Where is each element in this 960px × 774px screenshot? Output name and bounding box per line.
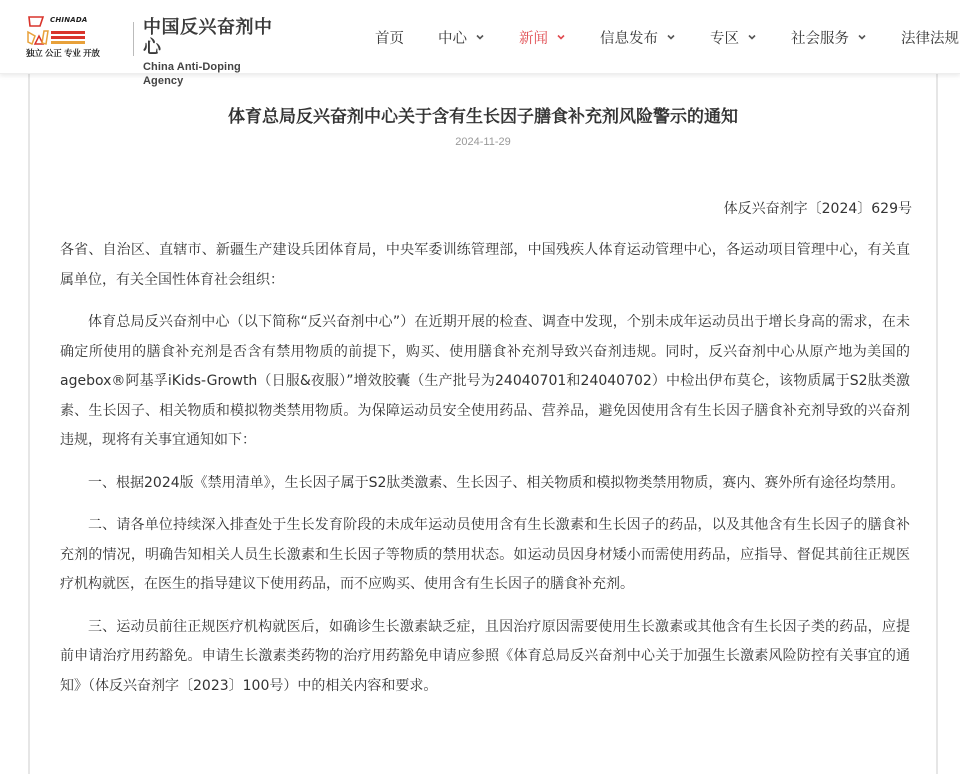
chevron-down-icon [666, 32, 676, 42]
chinada-emblem [26, 14, 100, 60]
nav-label: 专区 [710, 30, 739, 47]
logo-motto: 独立 公正 专业 开放 [26, 49, 100, 59]
nav-label: 新闻 [519, 30, 548, 47]
article-addressee: 各省、自治区、直辖市、新疆生产建设兵团体育局，中央军委训练管理部，中国残疾人体育运动管理中心，各运动项目管理中心，有关直属单位，有关全国性体育社会组织： [60, 242, 910, 288]
chevron-down-icon [556, 32, 566, 42]
logo-divider [133, 22, 134, 56]
nav-item-social-services[interactable] [791, 27, 867, 48]
site-logo[interactable] [26, 14, 276, 87]
article-paragraph: 二、请各单位持续深入排查处于生长发育阶段的未成年运动员使用含有生长激素和生长因子的药品，以及其他含有生长因子的膳食补充剂的情况，明确告知相关人员生长激素和生长因子等物质的禁用状态。如运动员因身材矮小而需使用药品，应指导、督促其前往正规医疗机构就医，在医生的指导建议下使用药品，而不应购买、使用含有生长因子的膳食补充剂。 [60, 517, 910, 592]
nav-item-home[interactable] [375, 27, 404, 48]
article-date: 2024-11-29 [455, 136, 511, 148]
nav-item-info-release[interactable] [600, 27, 676, 48]
nav-label: 社会服务 [791, 30, 849, 47]
emblem-text: CHINADA [50, 16, 88, 24]
nav-label: 中心 [438, 30, 467, 47]
nav-item-laws[interactable] [901, 27, 959, 48]
site-header [0, 0, 960, 87]
article-paragraph: 一、根据2024版《禁用清单》，生长因子属于S2肽类激素、生长因子、相关物质和模拟物类禁用物质，赛内、赛外所有途径均禁用。 [88, 474, 905, 491]
nav-item-center[interactable] [438, 27, 485, 48]
article-paragraph: 体育总局反兴奋剂中心（以下简称“反兴奋剂中心”）在近期开展的检查、调查中发现，个别未成年运动员出于增长身高的需求，在未确定所使用的膳食补充剂是否含有禁用物质的前提下，购买、使用膳食补充剂导致兴奋剂违规。同时，反兴奋剂中心从原产地为美国的agebox®阿基孚iKids-Growth（日服&夜服）”增效胶囊（生产批号为24040701和24040702）中检出伊布莫仑，该物质属于S2肽类激素、生长因子、相关物质和模拟物类禁用物质。为保障运动员安全使用药品、营养品，避免因使用含有生长因子膳食补充剂导致的兴奋剂违规，现将有关事宜通知如下： [60, 314, 910, 448]
chevron-down-icon [475, 32, 485, 42]
nav-label: 首页 [375, 30, 404, 47]
chevron-down-icon [747, 32, 757, 42]
nav-label: 法律法规 [901, 30, 959, 47]
article-body [60, 236, 910, 714]
nav-label: 信息发布 [600, 30, 658, 47]
article-title: 体育总局反兴奋剂中心关于含有生长因子膳食补充剂风险警示的通知 [228, 107, 738, 127]
nav-item-news[interactable] [519, 27, 566, 48]
logo-text [143, 18, 276, 88]
main-nav [375, 26, 960, 48]
logo-name-en: China Anti-Doping Agency [143, 61, 241, 87]
article-container [28, 74, 938, 774]
chevron-down-icon [857, 32, 867, 42]
nav-item-special-zone[interactable] [710, 27, 757, 48]
document-number: 体反兴奋剂字〔2024〕629号 [723, 201, 912, 217]
logo-name-cn: 中国反兴奋剂中心 [143, 17, 273, 58]
article-paragraph: 三、运动员前往正规医疗机构就医后，如确诊生长激素缺乏症，且因治疗原因需要使用生长激素或其他含有生长因子类的药品，应提前申请治疗用药豁免。申请生长激素类药物的治疗用药豁免申请应参照《体育总局反兴奋剂中心关于加强生长激素风险防控有关事宜的通知》（体反兴奋剂字〔2023〕100号）中的相关内容和要求。 [60, 618, 910, 694]
